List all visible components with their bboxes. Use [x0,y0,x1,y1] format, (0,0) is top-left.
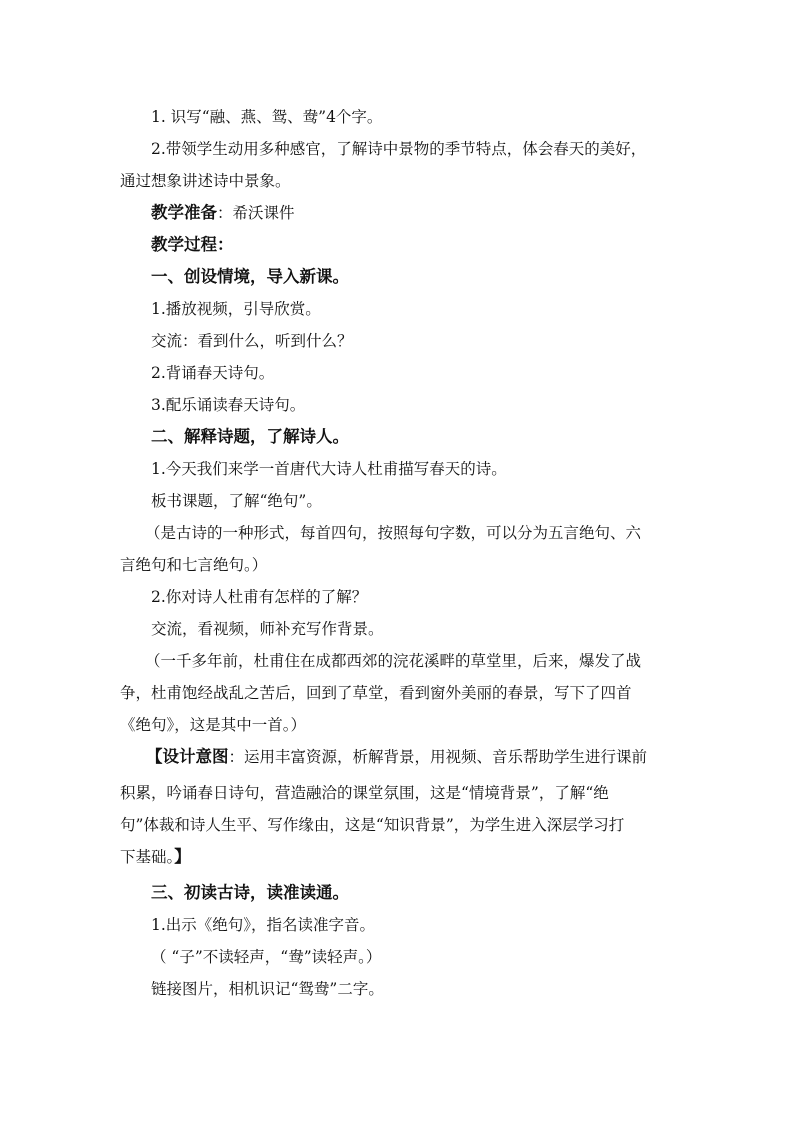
preparation-value: 希沃课件 [232,204,295,222]
objective-line-3: 通过想象讲述诗中景象。 [120,172,291,190]
section2-line-6: 交流，看视频，师补充写作背景。 [151,620,384,638]
section2-line-8: 争，杜甫饱经战乱之苦后，回到了草堂，看到窗外美丽的春景，写下了四首 [120,684,632,702]
design-intent-line-4 [120,847,191,867]
design-intent-text-1: ：运用丰富资源，析解背景，用视频、音乐帮助学生进行课前 [228,748,648,766]
design-intent-line-3: 句”体裁和诗人生平、写作缘由，这是“知识背景”，为学生进入深层学习打 [120,816,625,834]
section1-line-2: 交流：看到什么，听到什么？ [151,332,353,350]
process-heading: 教学过程： [151,235,234,254]
preparation-label: 教学准备 [151,203,217,222]
section3-line-3: 链接图片，相机识记“鸳鸯”二字。 [151,980,384,998]
section2-heading: 二、解释诗题，了解诗人。 [151,427,349,446]
objective-line-1: 1. 识写“融、燕、鸳、鸯”4个字。 [151,108,383,126]
section1-line-3: 2.背诵春天诗句。 [151,364,275,382]
design-intent-close: 】 [174,847,191,866]
section2-line-9: 《绝句》，这是其中一首。） [120,716,307,734]
section2-line-3: （是古诗的一种形式，每首四句，按照每句字数，可以分为五言绝句、六 [145,524,642,542]
section2-line-2: 板书课题，了解“绝句”。 [151,492,322,510]
section1-line-1: 1.播放视频，引导欣赏。 [151,300,321,318]
objective-line-2: 2.带领学生动用多种感官，了解诗中景物的季节特点，体会春天的美好， [151,140,647,158]
preparation-colon: ： [217,204,233,222]
section1-heading: 一、创设情境，导入新课。 [151,267,349,286]
preparation-line [151,203,295,223]
section2-line-4: 言绝句和七言绝句。） [120,556,268,574]
section3-heading: 三、初读古诗，读准读通。 [151,883,349,902]
design-intent-label: 【设计意图 [146,747,229,766]
section2-line-5: 2.你对诗人杜甫有怎样的了解？ [151,588,368,606]
section2-line-7: （一千多年前，杜甫住在成都西郊的浣花溪畔的草堂里，后来，爆发了战 [145,652,642,670]
design-intent-line-1 [146,747,647,767]
section2-line-1: 1.今天我们来学一首唐代大诗人杜甫描写春天的诗。 [151,460,507,478]
section3-line-1: 1.出示《绝句》，指名读准字音。 [151,916,376,934]
section3-line-2: （ “子”不读轻声，“鸯”读轻声。） [151,948,382,966]
design-intent-line-2: 积累，吟诵春日诗句，营造融洽的课堂氛围，这是“情境背景”，了解“绝 [120,784,609,802]
design-intent-text-4: 下基础。 [120,848,175,866]
section1-line-4: 3.配乐诵读春天诗句。 [151,396,306,414]
